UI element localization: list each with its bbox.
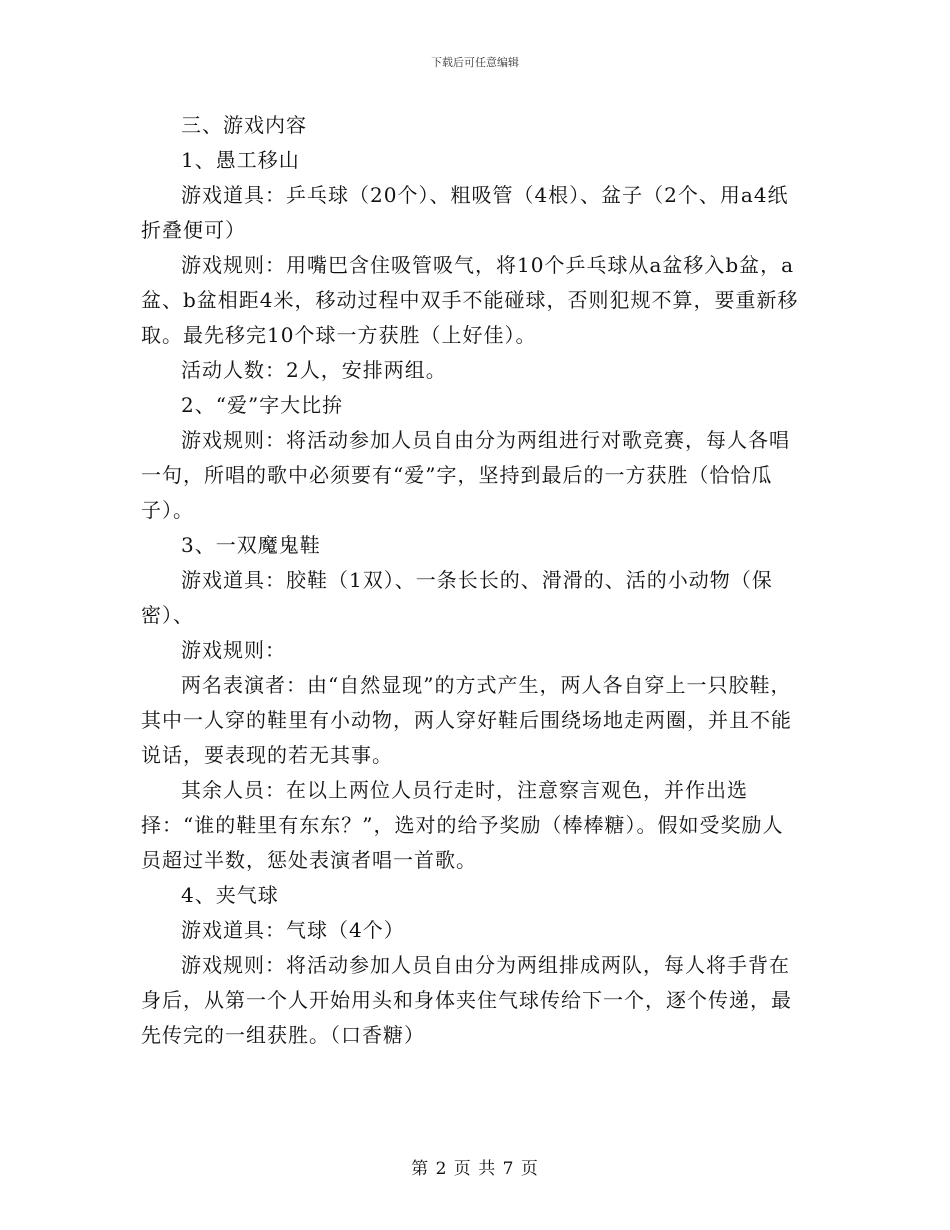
game-3-rules-heading: 游戏规则：: [181, 638, 286, 662]
game-2-title: 2、“爱”字大比拚: [181, 393, 344, 417]
game-4-props: 游戏道具：气球（4个）: [181, 918, 405, 942]
game-3-others: 其余人员：在以上两位人员行走时，注意察言观色，并作出选择：“谁的鞋里有东东？”，选对的给予奖励（棒棒糖）。假如受奖励人员超过半数，惩处表演者唱一首歌。: [141, 778, 784, 872]
document-body: [141, 108, 801, 1053]
game-1-rules: 游戏规则：用嘴巴含住吸管吸气，将10个乒乓球从a盆移入b盆，a盆、b盆相距4米，移动过程中双手不能碰球，否则犯规不算，要重新移取。最先移完10个球一方获胜（上好佳）。: [141, 253, 799, 347]
game-1-props: 游戏道具：乒乓球（20个）、粗吸管（4根）、盆子（2个、用a4纸折叠便可）: [141, 183, 789, 242]
game-3-props: 游戏道具：胶鞋（1双）、一条长长的、滑滑的、活的小动物（保密）、: [141, 568, 773, 627]
game-2-rules: 游戏规则：将活动参加人员自由分为两组进行对歌竞赛，每人各唱一句，所唱的歌中必须要有“爱”字，坚持到最后的一方获胜（恰恰瓜子）。: [141, 428, 790, 522]
game-3-performers: 两名表演者：由“自然显现”的方式产生，两人各自穿上一只胶鞋，其中一人穿的鞋里有小动物，两人穿好鞋后围绕场地走两圈，并且不能说话，要表现的若无其事。: [141, 673, 792, 767]
game-4-rules: 游戏规则：将活动参加人员自由分为两组排成两队，每人将手背在身后，从第一个人开始用头和身体夹住气球传给下一个，逐个传递，最先传完的一组获胜。（口香糖）: [141, 953, 792, 1047]
section-heading-game-content: 三、游戏内容: [181, 113, 307, 137]
game-1-participants: 活动人数：2人，安排两组。: [181, 358, 447, 382]
game-4-title: 4、夹气球: [181, 883, 279, 907]
page-header: 下载后可任意编辑: [431, 56, 519, 69]
game-3-title: 3、一双魔鬼鞋: [181, 533, 321, 557]
page-number: 第 2 页 共 7 页: [411, 1159, 539, 1179]
game-1-title: 1、愚工移山: [181, 148, 300, 172]
